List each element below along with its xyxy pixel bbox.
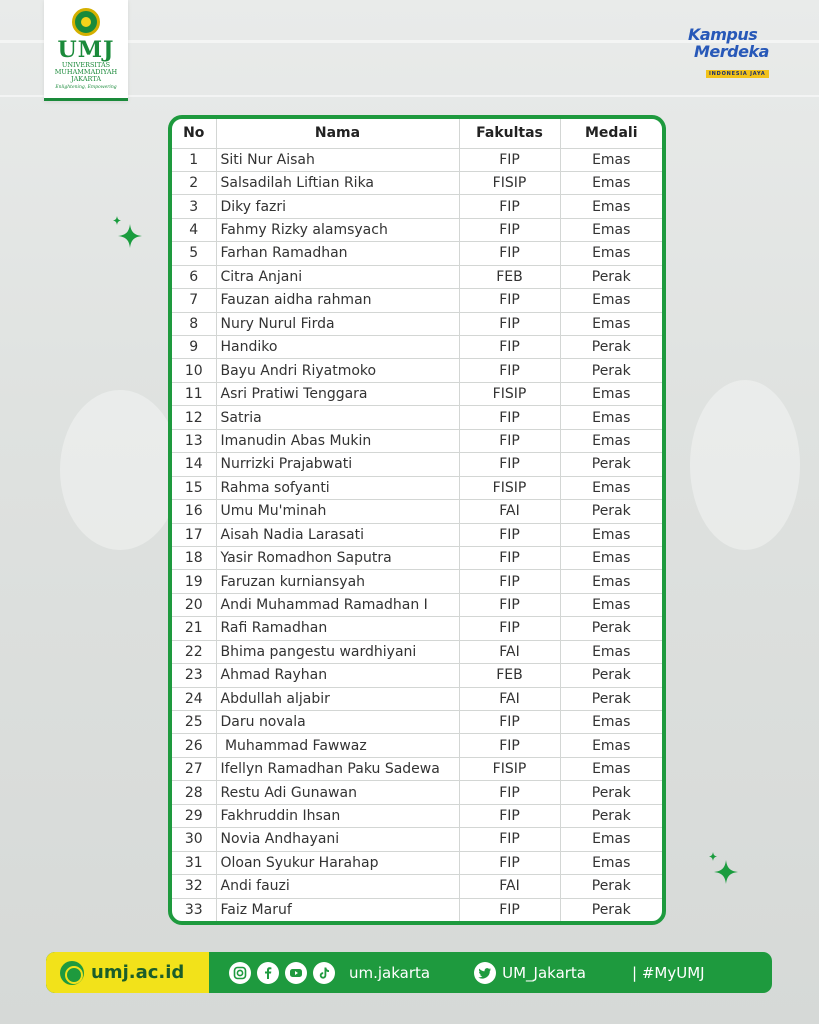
footer-bar	[46, 952, 772, 993]
cell-nama: Novia Andhayani	[216, 828, 459, 851]
cell-medali: Perak	[560, 804, 662, 827]
table-body	[172, 148, 662, 921]
cell-fakultas: FIP	[459, 312, 560, 335]
cell-medali: Emas	[560, 570, 662, 593]
table-row	[172, 336, 662, 359]
cell-nama: Ahmad Rayhan	[216, 664, 459, 687]
cell-nama: Siti Nur Aisah	[216, 148, 459, 171]
cell-fakultas: FIP	[459, 218, 560, 241]
cell-medali: Emas	[560, 546, 662, 569]
cell-fakultas: FIP	[459, 851, 560, 874]
cell-medali: Emas	[560, 640, 662, 663]
cell-no: 14	[172, 453, 216, 476]
kampus-merdeka-logo	[688, 25, 782, 77]
cell-no: 5	[172, 242, 216, 265]
table-row	[172, 734, 662, 757]
kampus-line2: Merdeka	[694, 42, 769, 61]
cell-nama: Bhima pangestu wardhiyani	[216, 640, 459, 663]
table-row	[172, 289, 662, 312]
cell-fakultas: FAI	[459, 875, 560, 898]
footer-website-block	[46, 952, 209, 993]
cell-nama: Umu Mu'minah	[216, 500, 459, 523]
cell-nama: Daru novala	[216, 711, 459, 734]
cell-fakultas: FEB	[459, 664, 560, 687]
globe-icon	[60, 961, 84, 985]
cell-medali: Emas	[560, 593, 662, 616]
logo-name-line2: MUHAMMADIYAH	[54, 68, 118, 76]
logo-abbr: UMJ	[57, 37, 115, 63]
cell-nama: Andi fauzi	[216, 875, 459, 898]
logo-name-line3: JAKARTA	[70, 75, 102, 83]
cell-no: 33	[172, 898, 216, 921]
cell-nama: Fauzan aidha rahman	[216, 289, 459, 312]
cell-no: 28	[172, 781, 216, 804]
hashtag: | #MyUMJ	[632, 963, 705, 982]
cell-fakultas: FIP	[459, 617, 560, 640]
cell-nama: Diky fazri	[216, 195, 459, 218]
logo-tagline: Enlightening, Empowering	[55, 85, 117, 90]
table-row	[172, 148, 662, 171]
table-row	[172, 711, 662, 734]
cell-nama: Handiko	[216, 336, 459, 359]
cell-nama: Aisah Nadia Larasati	[216, 523, 459, 546]
table-row	[172, 523, 662, 546]
sparkle-icon	[706, 850, 742, 890]
cell-medali: Emas	[560, 711, 662, 734]
medal-table-card	[168, 115, 666, 925]
cell-no: 3	[172, 195, 216, 218]
cell-medali: Perak	[560, 500, 662, 523]
cell-no: 15	[172, 476, 216, 499]
cell-no: 26	[172, 734, 216, 757]
table-row	[172, 242, 662, 265]
cell-no: 23	[172, 664, 216, 687]
cell-fakultas: FIP	[459, 804, 560, 827]
cell-no: 29	[172, 804, 216, 827]
cell-no: 16	[172, 500, 216, 523]
cell-fakultas: FISIP	[459, 171, 560, 194]
sparkle-icon	[110, 214, 146, 254]
cell-no: 17	[172, 523, 216, 546]
facebook-icon[interactable]	[257, 962, 279, 984]
cell-nama: Faiz Maruf	[216, 898, 459, 921]
cell-medali: Emas	[560, 312, 662, 335]
cell-medali: Perak	[560, 336, 662, 359]
table-row	[172, 359, 662, 382]
cell-medali: Emas	[560, 851, 662, 874]
umj-logo	[44, 0, 128, 101]
cell-medali: Emas	[560, 289, 662, 312]
background-figure	[60, 390, 180, 550]
cell-medali: Emas	[560, 148, 662, 171]
table-row	[172, 453, 662, 476]
cell-fakultas: FIP	[459, 593, 560, 616]
table-row	[172, 546, 662, 569]
cell-medali: Emas	[560, 195, 662, 218]
cell-no: 31	[172, 851, 216, 874]
cell-nama: Nury Nurul Firda	[216, 312, 459, 335]
cell-no: 11	[172, 382, 216, 405]
cell-no: 19	[172, 570, 216, 593]
cell-medali: Emas	[560, 242, 662, 265]
table-row	[172, 312, 662, 335]
table-header-row	[172, 119, 662, 148]
table-row	[172, 617, 662, 640]
table-row	[172, 781, 662, 804]
cell-nama: Yasir Romadhon Saputra	[216, 546, 459, 569]
cell-medali: Emas	[560, 828, 662, 851]
table-row	[172, 570, 662, 593]
cell-fakultas: FIP	[459, 336, 560, 359]
cell-medali: Emas	[560, 429, 662, 452]
cell-fakultas: FIP	[459, 289, 560, 312]
cell-fakultas: FIP	[459, 711, 560, 734]
background-figure	[690, 380, 800, 550]
cell-fakultas: FEB	[459, 265, 560, 288]
cell-no: 10	[172, 359, 216, 382]
table-row	[172, 664, 662, 687]
header-medali: Medali	[560, 119, 662, 148]
table-row	[172, 875, 662, 898]
website-link[interactable]: umj.ac.id	[91, 962, 185, 983]
cell-fakultas: FIP	[459, 453, 560, 476]
tiktok-icon[interactable]	[313, 962, 335, 984]
cell-nama: Farhan Ramadhan	[216, 242, 459, 265]
cell-no: 6	[172, 265, 216, 288]
cell-medali: Emas	[560, 171, 662, 194]
cell-fakultas: FIP	[459, 828, 560, 851]
instagram-icon[interactable]	[229, 962, 251, 984]
cell-medali: Perak	[560, 265, 662, 288]
footer-social	[209, 962, 705, 984]
cell-medali: Perak	[560, 359, 662, 382]
cell-medali: Perak	[560, 875, 662, 898]
cell-nama: Asri Pratiwi Tenggara	[216, 382, 459, 405]
cell-fakultas: FIP	[459, 406, 560, 429]
cell-nama: Rafi Ramadhan	[216, 617, 459, 640]
cell-nama: Fahmy Rizky alamsyach	[216, 218, 459, 241]
cell-medali: Perak	[560, 453, 662, 476]
table-row	[172, 687, 662, 710]
cell-fakultas: FIP	[459, 148, 560, 171]
cell-fakultas: FAI	[459, 640, 560, 663]
table-row	[172, 406, 662, 429]
cell-no: 25	[172, 711, 216, 734]
cell-fakultas: FIP	[459, 781, 560, 804]
cell-fakultas: FAI	[459, 500, 560, 523]
cell-medali: Emas	[560, 734, 662, 757]
cell-nama: Faruzan kurniansyah	[216, 570, 459, 593]
cell-nama: Imanudin Abas Mukin	[216, 429, 459, 452]
cell-no: 7	[172, 289, 216, 312]
cell-no: 24	[172, 687, 216, 710]
cell-no: 22	[172, 640, 216, 663]
cell-no: 27	[172, 757, 216, 780]
cell-medali: Perak	[560, 781, 662, 804]
table-row	[172, 429, 662, 452]
cell-medali: Perak	[560, 898, 662, 921]
cell-fakultas: FISIP	[459, 757, 560, 780]
cell-medali: Emas	[560, 382, 662, 405]
instagram-handle[interactable]: um.jakarta	[349, 963, 431, 982]
table-row	[172, 171, 662, 194]
umj-emblem-icon	[72, 8, 100, 36]
cell-medali: Perak	[560, 617, 662, 640]
cell-fakultas: FIP	[459, 523, 560, 546]
cell-nama: Fakhruddin Ihsan	[216, 804, 459, 827]
cell-nama: Oloan Syukur Harahap	[216, 851, 459, 874]
cell-fakultas: FIP	[459, 429, 560, 452]
cell-medali: Emas	[560, 476, 662, 499]
table-row	[172, 851, 662, 874]
cell-nama: Restu Adi Gunawan	[216, 781, 459, 804]
cell-no: 12	[172, 406, 216, 429]
table-row	[172, 898, 662, 921]
table-row	[172, 640, 662, 663]
kampus-sub: INDONESIA JAYA	[706, 70, 769, 78]
cell-fakultas: FAI	[459, 687, 560, 710]
cell-nama: Muhammad Fawwaz	[216, 734, 459, 757]
cell-nama: Rahma sofyanti	[216, 476, 459, 499]
table-row	[172, 195, 662, 218]
cell-no: 21	[172, 617, 216, 640]
table-row	[172, 804, 662, 827]
cell-no: 2	[172, 171, 216, 194]
cell-no: 1	[172, 148, 216, 171]
table-row	[172, 757, 662, 780]
cell-fakultas: FIP	[459, 734, 560, 757]
cell-nama: Citra Anjani	[216, 265, 459, 288]
cell-medali: Perak	[560, 687, 662, 710]
header-no: No	[172, 119, 216, 148]
logo-name-line1: UNIVERSITAS	[61, 61, 111, 69]
cell-medali: Emas	[560, 218, 662, 241]
youtube-icon[interactable]	[285, 962, 307, 984]
cell-nama: Ifellyn Ramadhan Paku Sadewa	[216, 757, 459, 780]
cell-fakultas: FIP	[459, 570, 560, 593]
table-row	[172, 265, 662, 288]
cell-medali: Perak	[560, 664, 662, 687]
cell-nama: Abdullah aljabir	[216, 687, 459, 710]
cell-nama: Salsadilah Liftian Rika	[216, 171, 459, 194]
twitter-icon[interactable]	[474, 962, 496, 984]
cell-fakultas: FIP	[459, 546, 560, 569]
table-row	[172, 218, 662, 241]
table-row	[172, 593, 662, 616]
cell-no: 13	[172, 429, 216, 452]
cell-nama: Nurrizki Prajabwati	[216, 453, 459, 476]
cell-medali: Emas	[560, 523, 662, 546]
table-row	[172, 500, 662, 523]
twitter-handle[interactable]: UM_Jakarta	[502, 963, 587, 982]
cell-nama: Satria	[216, 406, 459, 429]
cell-fakultas: FIP	[459, 242, 560, 265]
cell-no: 30	[172, 828, 216, 851]
header-nama: Nama	[216, 119, 459, 148]
cell-nama: Bayu Andri Riyatmoko	[216, 359, 459, 382]
table-row	[172, 476, 662, 499]
cell-no: 8	[172, 312, 216, 335]
cell-no: 20	[172, 593, 216, 616]
header-fakultas: Fakultas	[459, 119, 560, 148]
table-row	[172, 382, 662, 405]
table-row	[172, 828, 662, 851]
cell-fakultas: FIP	[459, 898, 560, 921]
medal-table	[172, 119, 662, 921]
cell-nama: Andi Muhammad Ramadhan I	[216, 593, 459, 616]
cell-fakultas: FISIP	[459, 476, 560, 499]
cell-medali: Emas	[560, 406, 662, 429]
kampus-line1: Kampus	[688, 25, 758, 44]
cell-fakultas: FISIP	[459, 382, 560, 405]
cell-no: 4	[172, 218, 216, 241]
cell-no: 9	[172, 336, 216, 359]
cell-fakultas: FIP	[459, 195, 560, 218]
cell-no: 32	[172, 875, 216, 898]
cell-medali: Emas	[560, 757, 662, 780]
cell-fakultas: FIP	[459, 359, 560, 382]
cell-no: 18	[172, 546, 216, 569]
